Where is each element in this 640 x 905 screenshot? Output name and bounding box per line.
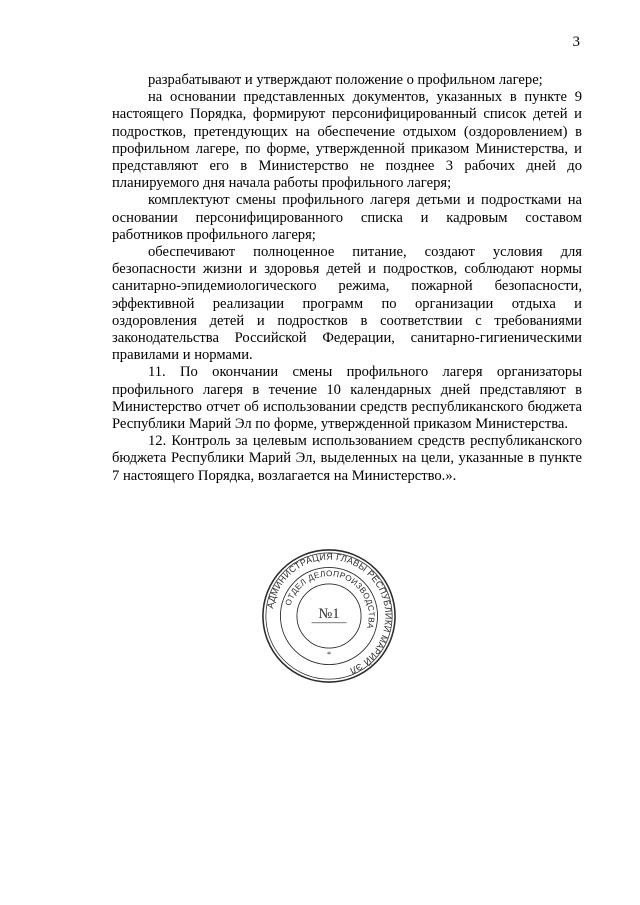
paragraph-item-11: 11. По окончании смены профильного лагеря организаторы профильного лагеря в течение 10 календарных дней представляют в Министерство отчет об использовании средств республиканского бюджета Республики Марий Эл по форме, утвержденной приказом Министерства. (112, 364, 582, 433)
seal-star-icon: * (326, 648, 332, 659)
official-seal (261, 548, 397, 684)
paragraph-staffing: комплектуют смены профильного лагеря детьми и подростками на основании персонифицированного списка и кадровым составом работников профильного лагеря; (112, 192, 582, 243)
paragraph-personified-list: на основании представленных документов, указанных в пункте 9 настоящего Порядка, формируют персонифицированный список детей и подростков, претендующих на обеспечение отдыхом (оздоровлением) в профильном лагере, по форме, утвержденной приказом Министерства, и представляют его в Министерство не позднее 3 рабочих дней до планируемого дня начала работы профильного лагеря; (112, 89, 582, 192)
seal-outer-text: АДМИНИСТРАЦИЯ ГЛАВЫ РЕСПУБЛИКИ МАРИЙ ЭЛ (265, 551, 394, 676)
paragraph-item-12: 12. Контроль за целевым использованием средств республиканского бюджета Республики Марий Эл, выделенных на цели, указанные в пункте 7 настоящего Порядка, возлагается на Министерство.». (112, 433, 582, 484)
document-body (112, 72, 582, 485)
paragraph-nutrition-safety: обеспечивают полноценное питание, создают условия для безопасности жизни и здоровья детей и подростков, соблюдают нормы санитарно-эпидемиологического режима, пожарной безопасности, эффективной реализации программ по организации отдыха и оздоровления детей и подростков в соответствии с требованиями законодательства Российской Федерации, санитарно-гигиеническими правилами и нормами. (112, 244, 582, 364)
page-number: 3 (572, 34, 580, 50)
seal-inner-text: ОТДЕЛ ДЕЛОПРОИЗВОДСТВА (283, 569, 376, 630)
paragraph-regulation: разрабатывают и утверждают положение о профильном лагере; (148, 72, 543, 88)
seal-number: №1 (318, 605, 340, 622)
